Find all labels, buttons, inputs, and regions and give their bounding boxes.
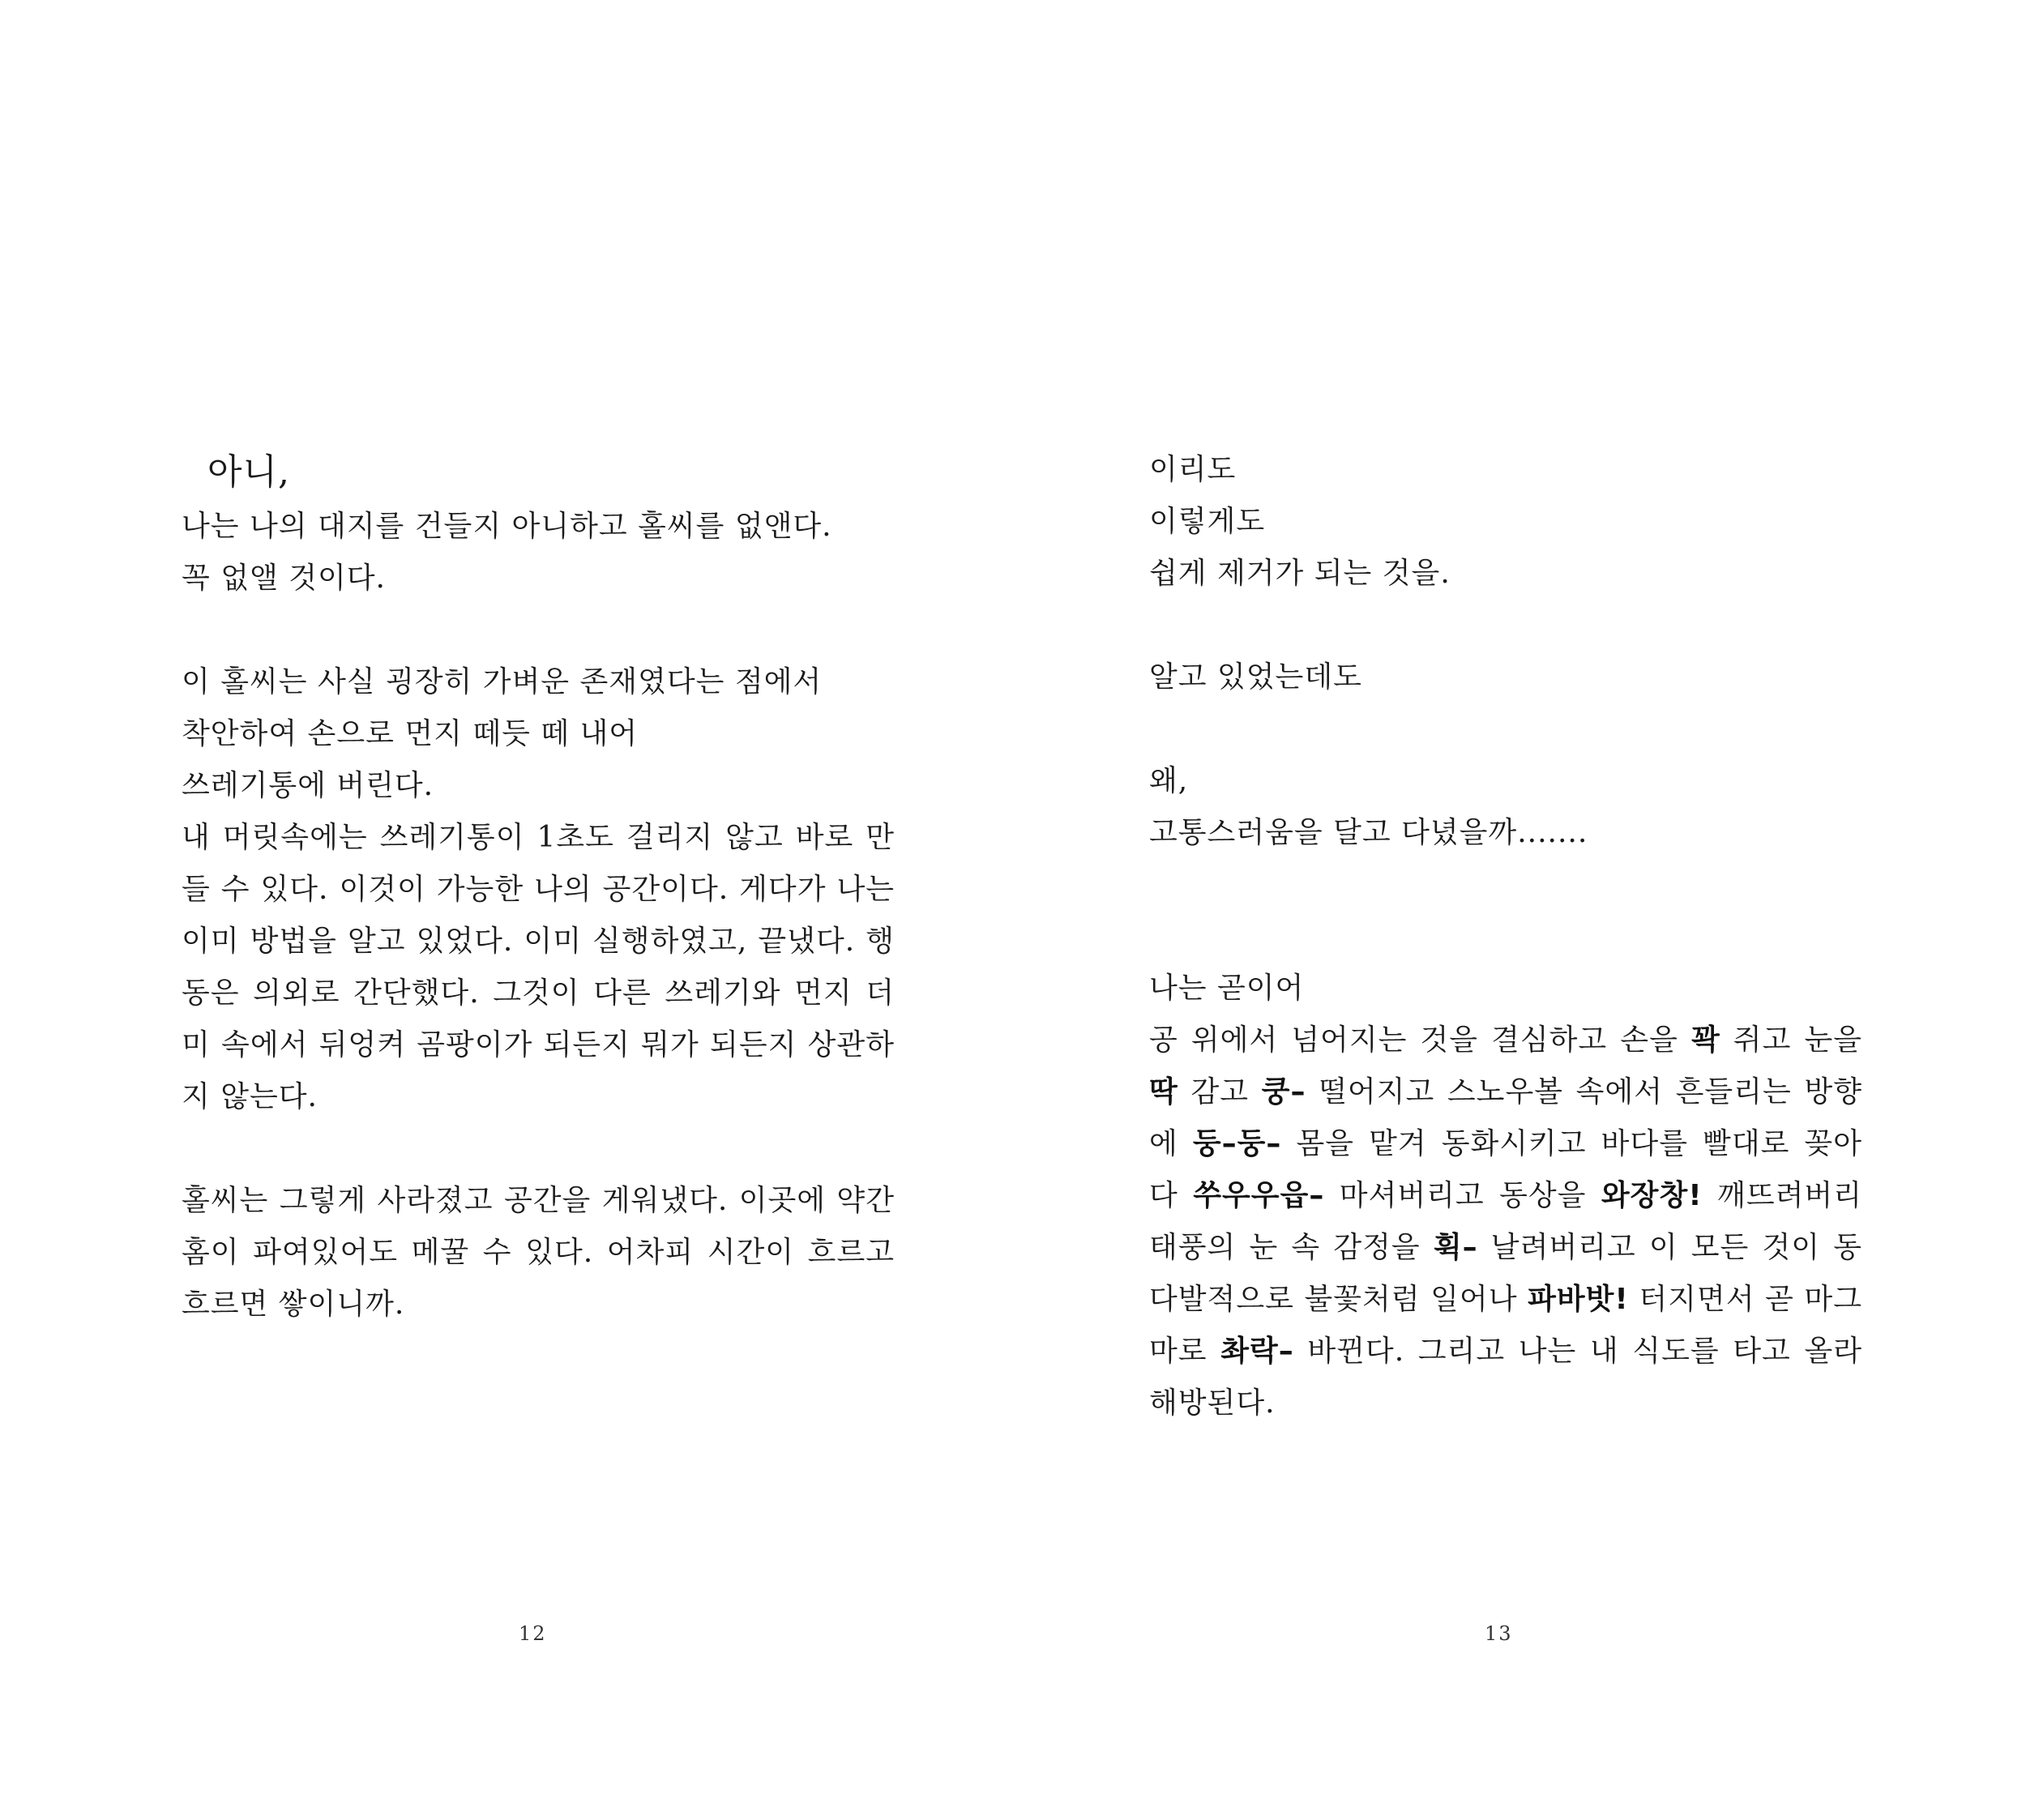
left-page-text <box>182 444 895 1331</box>
page-number: 13 <box>1485 1622 1513 1645</box>
right-page <box>1013 0 2026 1820</box>
onomatopoeia: 꽉 <box>1690 1023 1720 1057</box>
onomatopoeia: 딱 <box>1149 1075 1178 1109</box>
text-span: 다 <box>1149 1179 1194 1212</box>
text-span: 마로 <box>1149 1335 1221 1368</box>
text-line: 고통스러움을 달고 다녔을까....... <box>1149 816 1588 849</box>
text-line: 홀씨는 그렇게 사라졌고 공간을 게워냈다. 이곳에 약간 <box>182 1184 895 1217</box>
text-line: 이미 방법을 알고 있었다. 이미 실행하였고, 끝냈다. 행 <box>182 925 895 958</box>
opening-line: 아니, <box>207 451 290 493</box>
onomatopoeia: 쑤우우읍– <box>1193 1179 1325 1212</box>
text-line <box>1149 1118 1862 1170</box>
text-line: 미 속에서 뒤엉켜 곰팡이가 되든지 뭐가 되든지 상관하 <box>182 1028 895 1062</box>
paragraph-gap <box>1149 703 1862 755</box>
text-line: 쓰레기통에 버린다. <box>182 769 434 802</box>
text-span: 바뀐다. 그리고 나는 내 식도를 타고 올라 <box>1307 1335 1862 1368</box>
text-line <box>1149 1015 1862 1066</box>
text-span: 감고 <box>1178 1075 1262 1109</box>
page-number: 12 <box>519 1622 547 1645</box>
right-page-text <box>1149 444 1862 1429</box>
text-span: 해방된다. <box>1149 1386 1276 1420</box>
onomatopoeia: 휙– <box>1433 1231 1478 1264</box>
onomatopoeia: 파바밧! <box>1528 1283 1629 1316</box>
paragraph-gap <box>1149 859 1862 963</box>
text-line: 꼭 없앨 것이다. <box>182 562 386 595</box>
text-line: 쉽게 제거가 되는 것을. <box>1149 557 1451 590</box>
text-line: 내 머릿속에는 쓰레기통이 1초도 걸리지 않고 바로 만 <box>182 821 895 854</box>
text-line: 홈이 파여있어도 메꿀 수 있다. 어차피 시간이 흐르고 <box>182 1236 895 1269</box>
text-line: 이리도 <box>1149 453 1237 486</box>
text-line: 왜, <box>1149 764 1189 797</box>
text-line <box>1149 1222 1862 1274</box>
text-span: 태풍의 눈 속 감정을 <box>1149 1231 1434 1264</box>
text-span: 쥐고 눈을 <box>1720 1023 1862 1057</box>
text-span: 깨뜨려버리 <box>1717 1179 1862 1212</box>
text-span: 터지면서 곧 마그 <box>1628 1283 1862 1316</box>
text-span: 다발적으로 불꽃처럼 일어나 <box>1149 1283 1528 1316</box>
text-line: 동은 의외로 간단했다. 그것이 다른 쓰레기와 먼지 더 <box>182 976 895 1010</box>
paragraph-gap <box>1149 600 1862 652</box>
text-span: 에 <box>1149 1127 1193 1160</box>
text-span: 떨어지고 스노우볼 속에서 흔들리는 방향 <box>1306 1075 1862 1109</box>
text-line: 지 않는다. <box>182 1080 318 1113</box>
onomatopoeia: 둥–둥– <box>1192 1127 1282 1160</box>
text-line <box>1149 1378 1862 1429</box>
text-line: 착안하여 손으로 먼지 떼듯 떼 내어 <box>182 717 639 750</box>
onomatopoeia: 와장창! <box>1601 1179 1703 1212</box>
text-line: 들 수 있다. 이것이 가능한 나의 공간이다. 게다가 나는 <box>182 873 895 906</box>
text-line <box>1149 1066 1862 1118</box>
text-span: 공 위에서 넘어지는 것을 결심하고 손을 <box>1149 1023 1691 1057</box>
text-line: 나는 곧이어 <box>1149 972 1305 1005</box>
text-span: 몸을 맡겨 동화시키고 바다를 빨대로 꽂아 <box>1281 1127 1862 1160</box>
text-line: 흐르면 쌓이니까. <box>182 1288 405 1321</box>
text-line: 이 홀씨는 사실 굉장히 가벼운 존재였다는 점에서 <box>182 665 823 699</box>
text-line: 알고 있었는데도 <box>1149 660 1362 694</box>
text-span: 마셔버리고 동상을 <box>1324 1179 1601 1212</box>
paragraph-gap <box>182 605 895 656</box>
onomatopoeia: 촤락– <box>1220 1335 1294 1368</box>
text-span: 날려버리고 이 모든 것이 동 <box>1490 1231 1862 1264</box>
text-line <box>1149 1274 1862 1326</box>
text-line: 이렇게도 <box>1149 505 1266 538</box>
paragraph-gap <box>182 1123 895 1175</box>
text-line <box>1149 1326 1862 1378</box>
text-line: 나는 나의 대지를 건들지 아니하고 홀씨를 없앤다. <box>182 510 832 543</box>
onomatopoeia: 쿵– <box>1261 1075 1306 1109</box>
text-line <box>1149 1170 1862 1222</box>
